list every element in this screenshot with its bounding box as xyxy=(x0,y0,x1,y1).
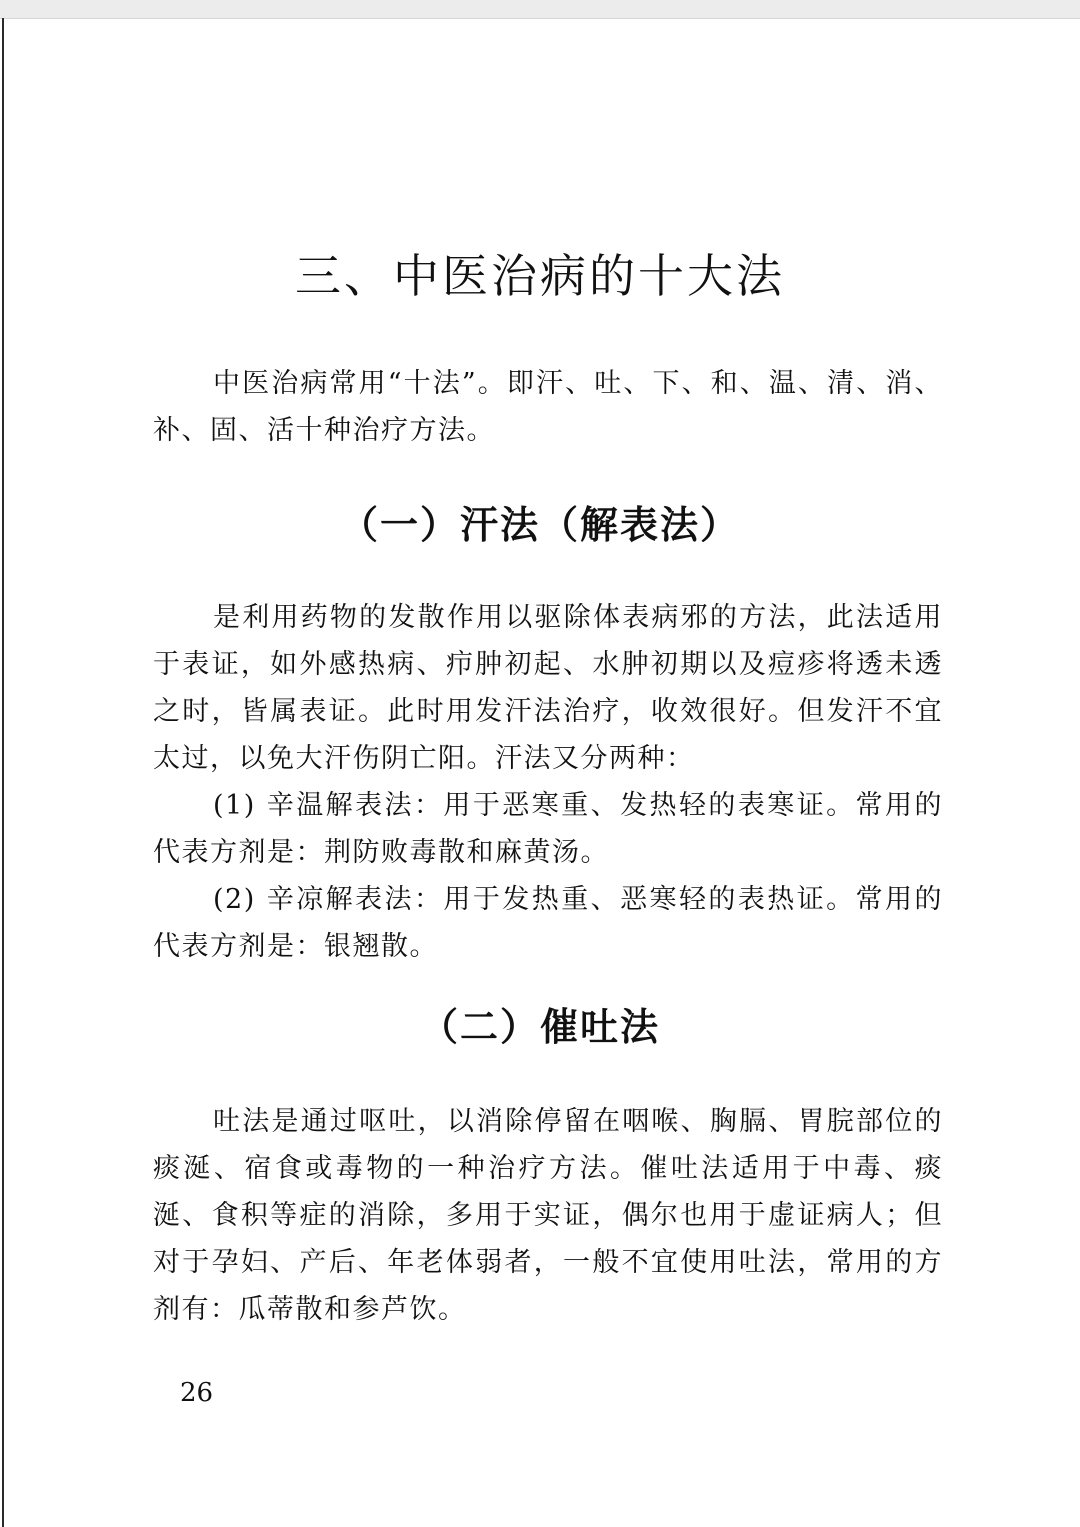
section-1-paragraph-3: (2) 辛凉解表法：用于发热重、恶寒轻的表热证。常用的代表方剂是：银翘散。 xyxy=(153,884,943,962)
viewer-top-bar xyxy=(0,0,1080,19)
page-number: 26 xyxy=(180,1378,214,1408)
section-2-paragraph-1: 吐法是通过呕吐，以消除停留在咽喉、胸膈、胃脘部位的痰涎、宿食或毒物的一种治疗方法。催吐法适用于中毒、痰涎、食积等症的消除，多用于实证，偶尔也用于虚证病人；但对于孕妇、产后、年老体弱者，一般不宜使用吐法，常用的方剂有：瓜蒂散和参芦饮。 xyxy=(153,1106,943,1325)
section-2-title: （二）催吐法 xyxy=(419,1004,660,1049)
section-1-paragraph-2: (1) 辛温解表法：用于恶寒重、发热轻的表寒证。常用的代表方剂是：荆防败毒散和麻黄汤。 xyxy=(153,790,943,868)
section-1-title: （一）汗法（解表法） xyxy=(339,502,740,547)
section-1-paragraph-1: 是利用药物的发散作用以驱除体表病邪的方法，此法适用于表证，如外感热病、疖肿初起、水肿初期以及痘疹将透未透之时，皆属表证。此时用发汗法治疗，收效很好。但发汗不宜太过，以免大汗伤阴亡阳。汗法又分两种： xyxy=(153,602,943,774)
book-page xyxy=(0,18,1080,1527)
intro-paragraph: 中医治病常用“十法”。即汗、吐、下、和、温、清、消、补、固、活十种治疗方法。 xyxy=(153,368,943,446)
chapter-title: 三、中医治病的十大法 xyxy=(295,249,785,303)
